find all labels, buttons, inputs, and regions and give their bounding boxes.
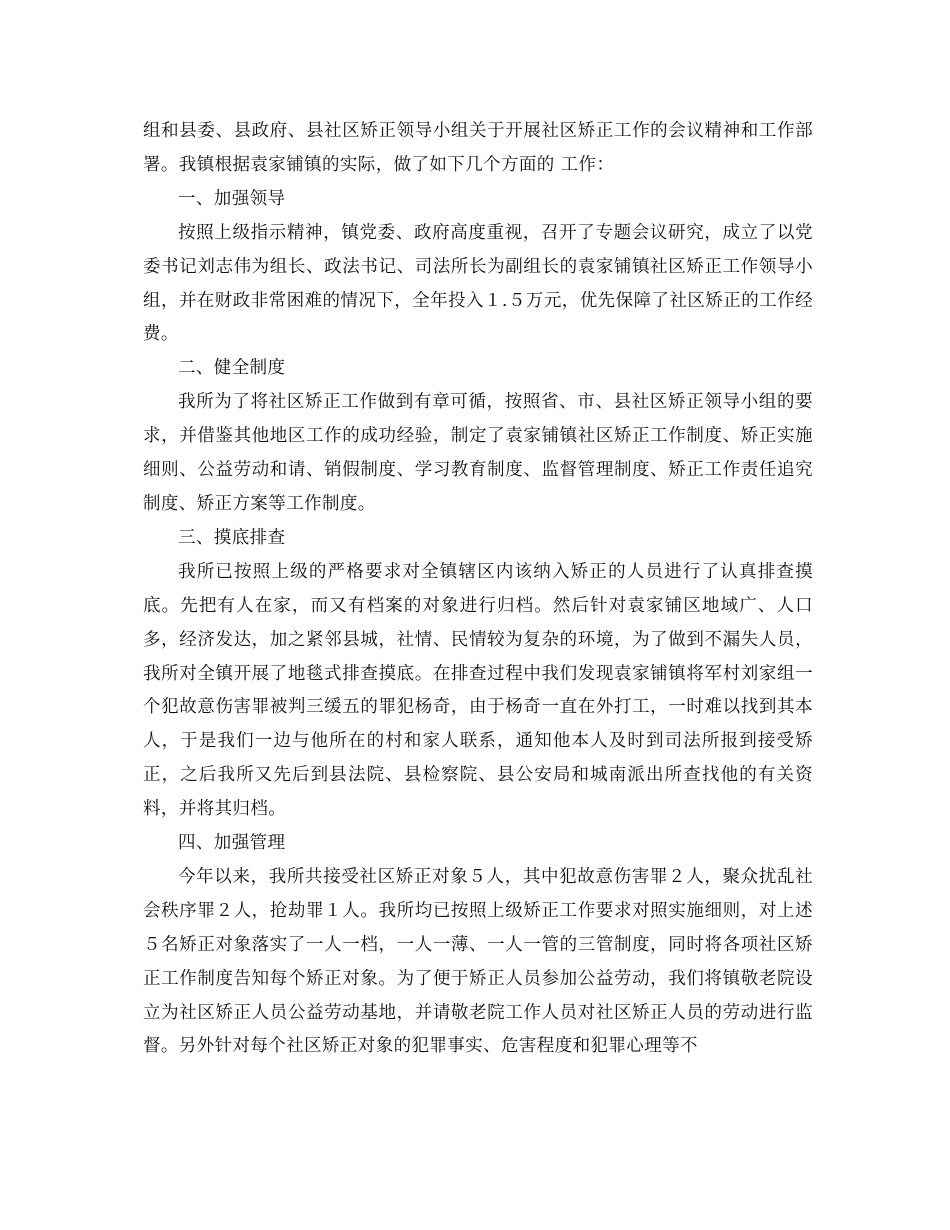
section-heading: 三、摸底排查: [178, 527, 286, 548]
section-heading: 一、加强领导: [178, 188, 286, 209]
body-paragraph: 我所已按照上级的严格要求对全镇辖区内该纳入矫正的人员进行了认真排查摸底。先把有人在家，而又有档案的对象进行归档。然后针对袁家铺区地域广、人口多，经济发达，加之紧邻县城，社情、民情较为复杂的环境，为了做到不漏失人员，我所对全镇开展了地毯式排查摸底。在排查过程中我们发现袁家铺镇将军村刘家组一个犯故意伤害罪被判三缓五的罪犯杨奇，由于杨奇一直在外打工，一时难以找到其本人，于是我们一边与他所在的村和家人联系，通知他本人及时到司法所报到接受矫正，之后我所又先后到县法院、县检察院、县公安局和城南派出所查找他的有关资料，并将其归档。: [143, 561, 813, 820]
section-heading: 二、健全制度: [178, 358, 286, 379]
body-paragraph: 今年以来，我所共接受社区矫正对象５人，其中犯故意伤害罪２人，聚众扰乱社会秩序罪２人，抢劫罪１人。我所均已按照上级矫正工作要求对照实施细则，对上述５名矫正对象落实了一人一档，一人一薄、一人一管的三管制度，同时将各项社区矫正工作制度告知每个矫正对象。为了便于矫正人员参加公益劳动，我们将镇敬老院设立为社区矫正人员公益劳动基地，并请敬老院工作人员对社区矫正人员的劳动进行监督。另外针对每个社区矫正对象的犯罪事实、危害程度和犯罪心理等不: [143, 866, 813, 1057]
body-paragraph: 组和县委、县政府、县社区矫正领导小组关于开展社区矫正工作的会议精神和工作部署。我镇根据袁家铺镇的实际，做了如下几个方面的 工作：: [143, 121, 813, 175]
section-heading: 四、加强管理: [178, 833, 286, 854]
document-body: [143, 115, 813, 1064]
body-paragraph: 我所为了将社区矫正工作做到有章可循，按照省、市、县社区矫正领导小组的要求，并借鉴其他地区工作的成功经验，制定了袁家铺镇社区矫正工作制度、矫正实施细则、公益劳动和请、销假制度、学习教育制度、监督管理制度、矫正工作责任追究制度、矫正方案等工作制度。: [143, 392, 813, 514]
body-paragraph: 按照上级指示精神，镇党委、政府高度重视，召开了专题会议研究，成立了以党委书记刘志伟为组长、政法书记、司法所长为副组长的袁家铺镇社区矫正工作领导小组，并在财政非常困难的情况下，全年投入１.５万元，优先保障了社区矫正的工作经费。: [143, 222, 813, 345]
